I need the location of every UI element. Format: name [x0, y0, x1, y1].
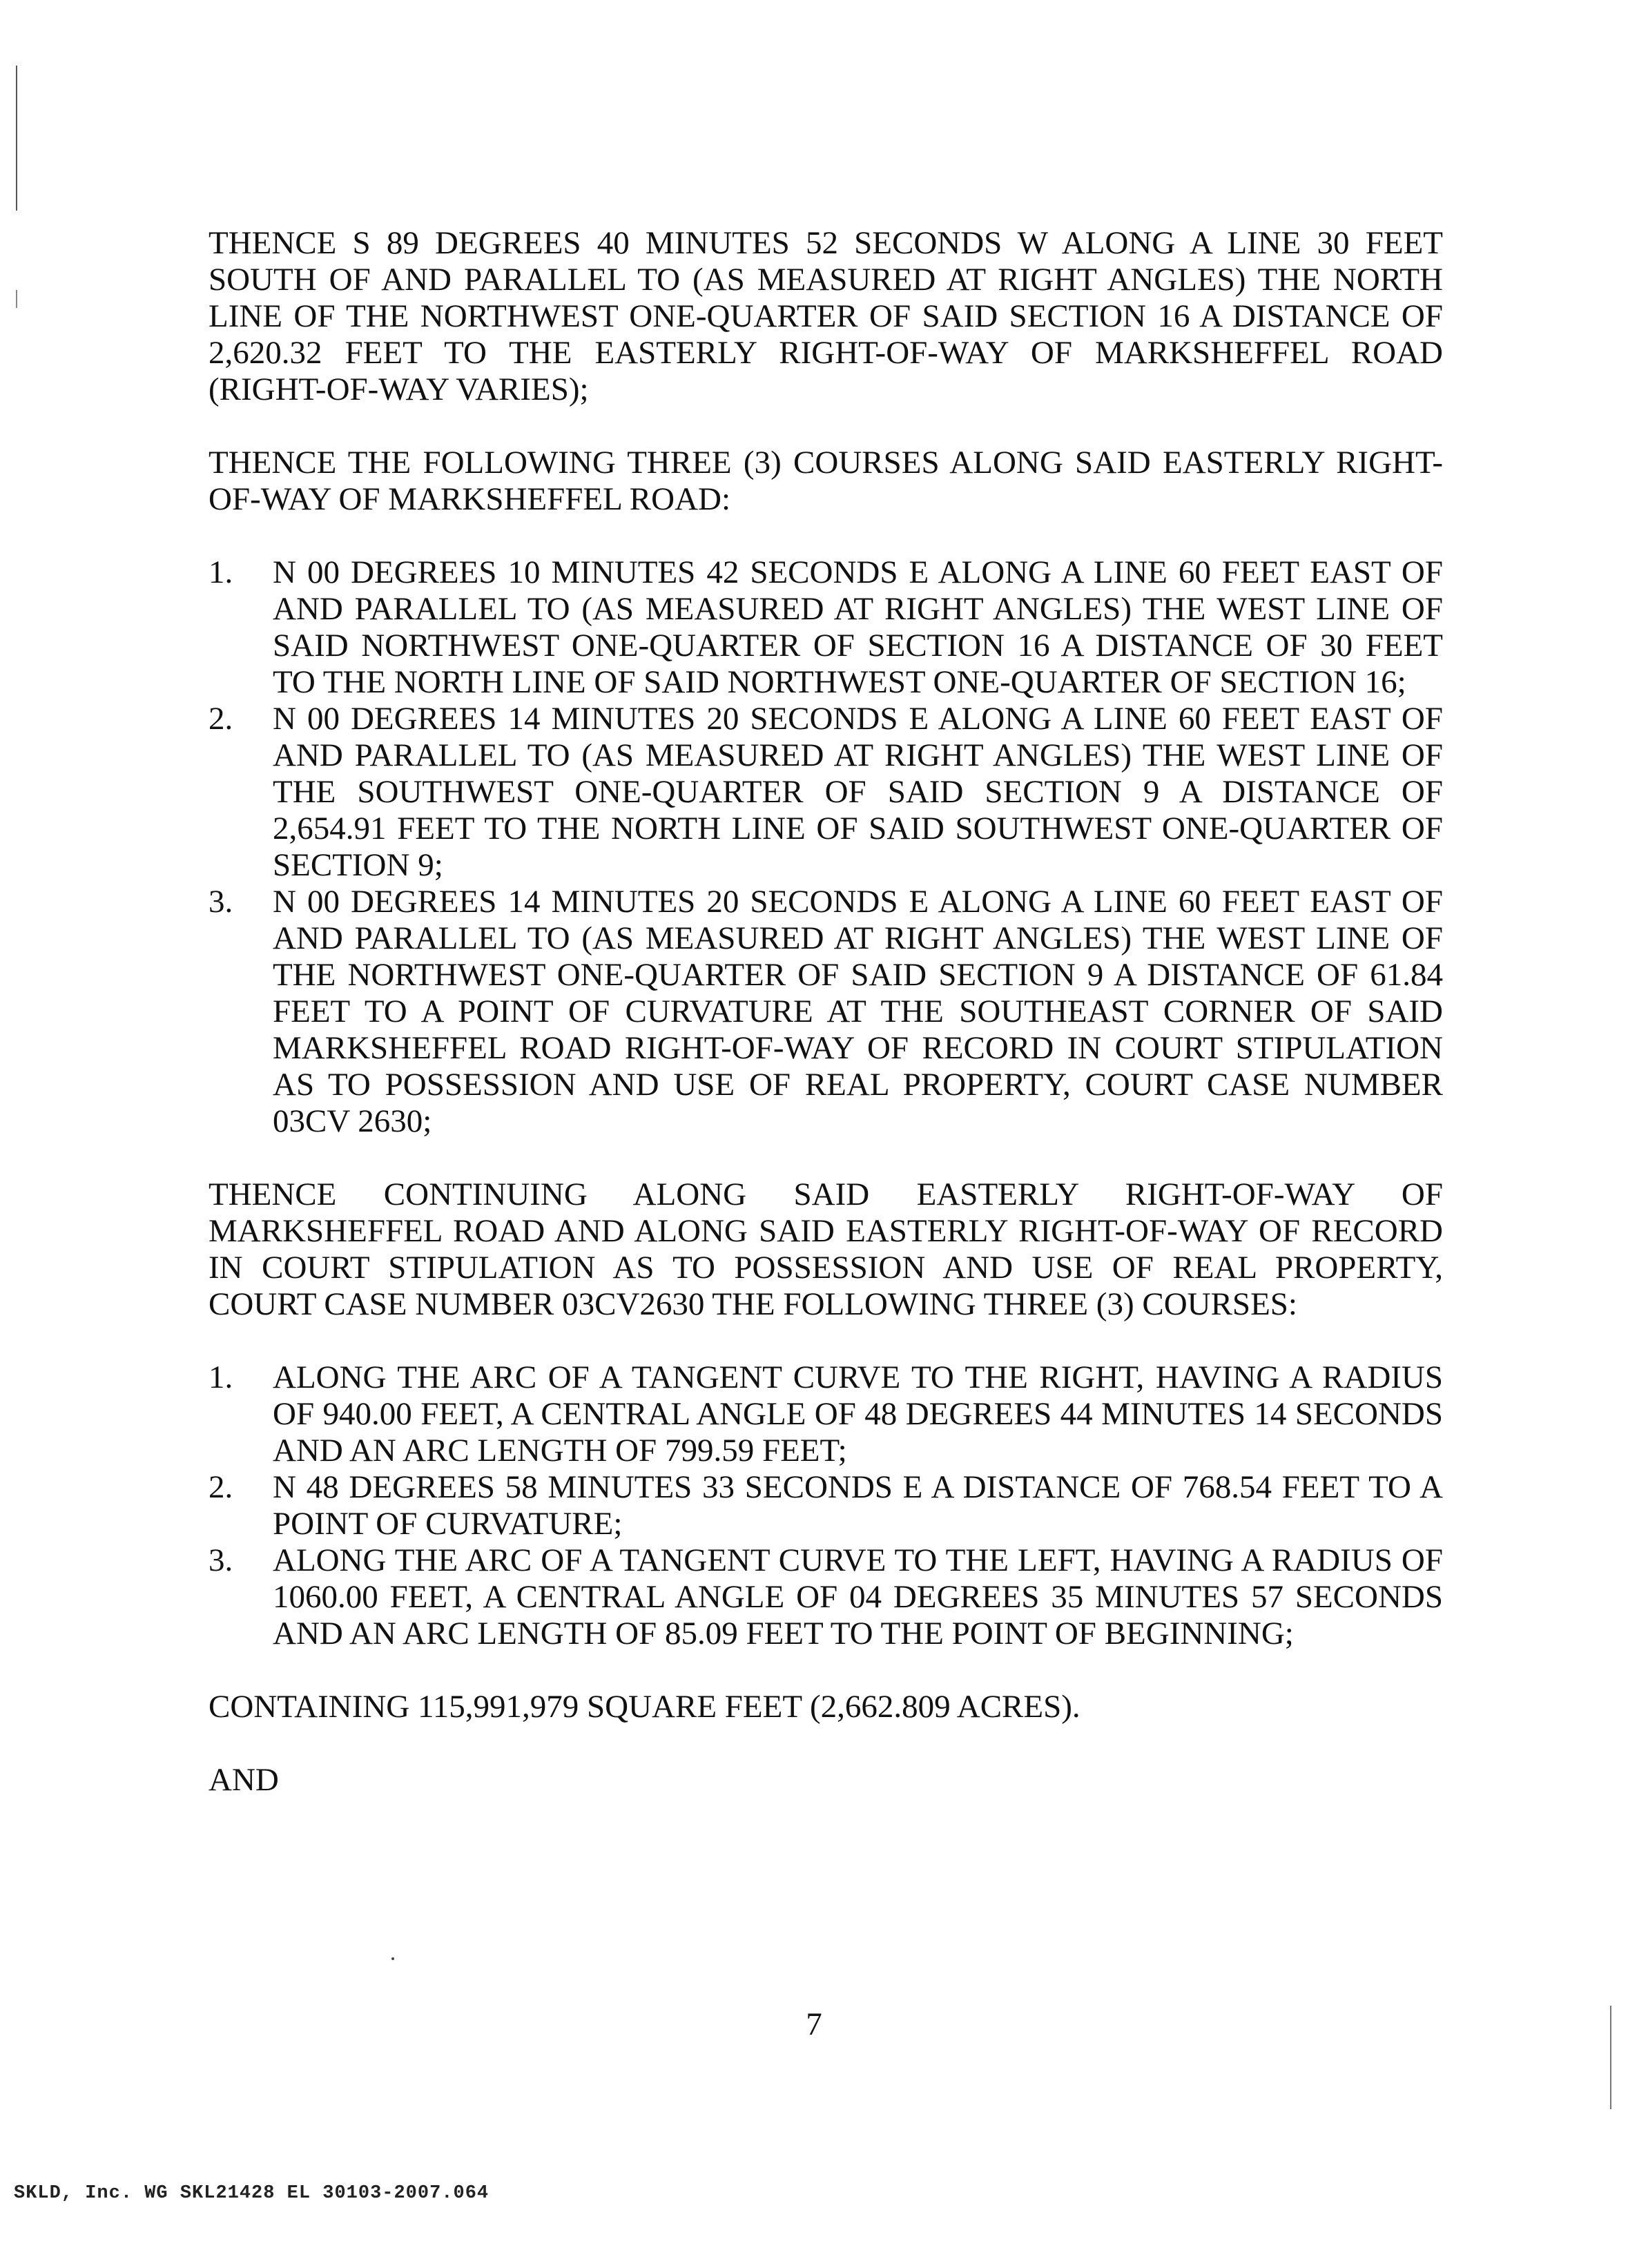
list-item-number: 1.: [209, 1359, 233, 1395]
list-item-text: ALONG THE ARC OF A TANGENT CURVE TO THE RIGHT, HAVING A RADIUS OF 940.00 FEET, A CENTRAL ANGLE OF 48 DEGREES 44 MINUTES 14 SECONDS AND AN ARC LENGTH OF 799.59 FEET;: [273, 1359, 1443, 1469]
document-footer-id: SKLD, Inc. WG SKL21428 EL 30103-2007.064: [14, 2183, 490, 2204]
list-item-number: 1.: [209, 554, 233, 590]
list-item-number: 2.: [209, 701, 233, 737]
scan-speck: [391, 1957, 394, 1960]
courses-list-1: [209, 554, 1443, 1140]
paragraph-thence-continuing: THENCE CONTINUING ALONG SAID EASTERLY RIGHT-OF-WAY OF MARKSHEFFEL ROAD AND ALONG SAID EASTERLY RIGHT-OF-WAY OF RECORD IN COURT STIPULATION AS TO POSSESSION AND USE OF REAL PROPERTY, COURT CASE NUMBER 03CV2630 THE FOLLOWING THREE (3) COURSES:: [209, 1176, 1443, 1322]
scan-edge-mark: [16, 66, 17, 211]
list-item-text: N 00 DEGREES 10 MINUTES 42 SECONDS E ALONG A LINE 60 FEET EAST OF AND PARALLEL TO (AS MEASURED AT RIGHT ANGLES) THE WEST LINE OF SAID NORTHWEST ONE-QUARTER OF SECTION 16 A DISTANCE OF 30 FEET TO THE NORTH LINE OF SAID NORTHWEST ONE-QUARTER OF SECTION 16;: [273, 554, 1443, 700]
list-item-text: N 00 DEGREES 14 MINUTES 20 SECONDS E ALONG A LINE 60 FEET EAST OF AND PARALLEL TO (AS MEASURED AT RIGHT ANGLES) THE WEST LINE OF THE NORTHWEST ONE-QUARTER OF SAID SECTION 9 A DISTANCE OF 61.84 FEET TO A POINT OF CURVATURE AT THE SOUTHEAST CORNER OF SAID MARKSHEFFEL ROAD RIGHT-OF-WAY OF RECORD IN COURT STIPULATION AS TO POSSESSION AND USE OF REAL PROPERTY, COURT CASE NUMBER 03CV 2630;: [273, 884, 1443, 1139]
list-item: [209, 884, 1443, 1140]
list-item: [209, 1542, 1443, 1652]
list-item-text: N 00 DEGREES 14 MINUTES 20 SECONDS E ALONG A LINE 60 FEET EAST OF AND PARALLEL TO (AS MEASURED AT RIGHT ANGLES) THE WEST LINE OF THE SOUTHWEST ONE-QUARTER OF SAID SECTION 9 A DISTANCE OF 2,654.91 FEET TO THE NORTH LINE OF SAID SOUTHWEST ONE-QUARTER OF SECTION 9;: [273, 701, 1443, 883]
paragraph-three-courses-intro: THENCE THE FOLLOWING THREE (3) COURSES ALONG SAID EASTERLY RIGHT-OF-WAY OF MARKSHEFFEL ROAD:: [209, 445, 1443, 517]
list-item-number: 3.: [209, 1542, 233, 1578]
list-item: [209, 554, 1443, 701]
paragraph-containing-area: CONTAINING 115,991,979 SQUARE FEET (2,662.809 ACRES).: [209, 1689, 1081, 1725]
scan-edge-mark: [16, 290, 17, 308]
courses-list-2: [209, 1359, 1443, 1652]
paragraph-and: AND: [209, 1762, 279, 1798]
document-body: [209, 225, 1443, 1799]
list-item-number: 2.: [209, 1469, 233, 1505]
paragraph-thence-west: THENCE S 89 DEGREES 40 MINUTES 52 SECONDS W ALONG A LINE 30 FEET SOUTH OF AND PARALLEL TO (AS MEASURED AT RIGHT ANGLES) THE NORTH LINE OF THE NORTHWEST ONE-QUARTER OF SAID SECTION 16 A DISTANCE OF 2,620.32 FEET TO THE EASTERLY RIGHT-OF-WAY OF MARKSHEFFEL ROAD (RIGHT-OF-WAY VARIES);: [209, 225, 1443, 407]
list-item: [209, 701, 1443, 884]
list-item-text: ALONG THE ARC OF A TANGENT CURVE TO THE LEFT, HAVING A RADIUS OF 1060.00 FEET, A CENTRAL ANGLE OF 04 DEGREES 35 MINUTES 57 SECONDS AND AN ARC LENGTH OF 85.09 FEET TO THE POINT OF BEGINNING;: [273, 1542, 1443, 1651]
list-item: [209, 1359, 1443, 1469]
list-item: [209, 1469, 1443, 1542]
page-number: 7: [806, 2006, 822, 2042]
list-item-text: N 48 DEGREES 58 MINUTES 33 SECONDS E A DISTANCE OF 768.54 FEET TO A POINT OF CURVATURE;: [273, 1469, 1443, 1542]
list-item-number: 3.: [209, 884, 233, 920]
